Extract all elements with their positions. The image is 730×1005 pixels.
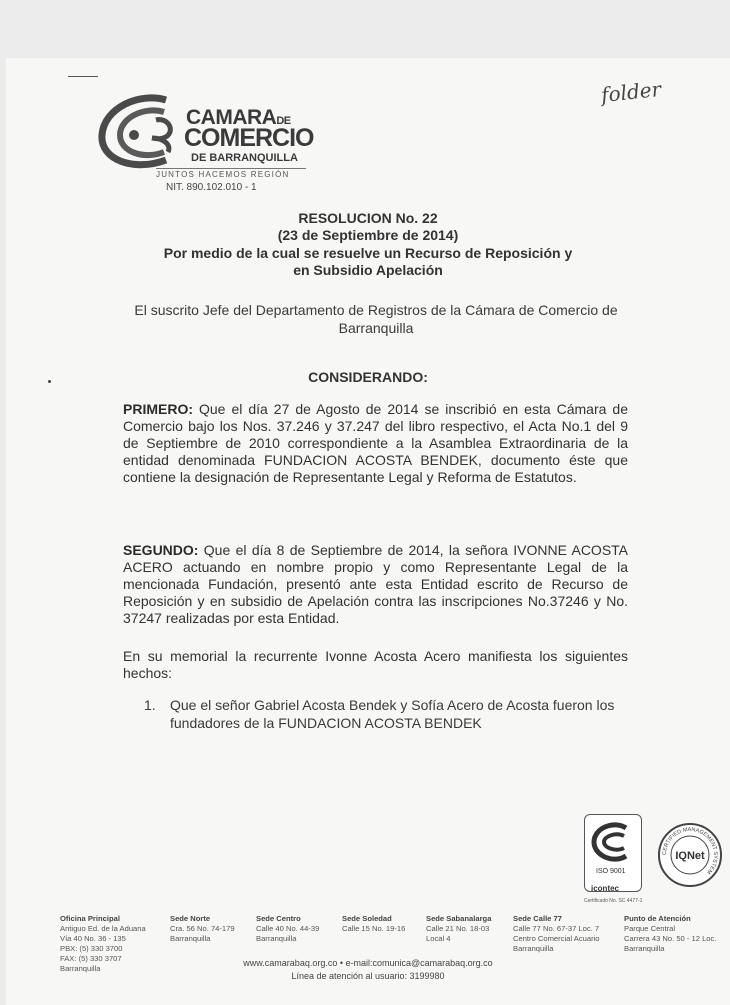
footer-website: www.camarabaq.org.co • e-mail:comunica@camarabaq.org.co [243,958,493,968]
scan-mark [68,76,98,77]
iso-swirl-icon [590,820,634,864]
list-item-text: Que el señor Gabriel Acosta Bendek y Sofía Acero de Acosta fueron los fundadores de la FUNDACION ACOSTA BENDEK [170,697,615,731]
certificate-number: Certificado No. SC 4477-1 [584,898,643,904]
resolution-date: (23 de Septiembre de 2014) [277,227,459,243]
iqnet-ring-text: CERTIFIED MANAGEMENT SYSTEM [661,826,719,875]
nit-number: NIT. 890.102.010 - 1 [166,182,257,193]
footer-office-sabanalarga: Sede Sabanalarga Calle 21 No. 18-03 Local 4 [426,914,492,943]
footer-office-punto-atencion: Punto de Atención Parque Central Carrera 43 No. 50 - 12 Loc. Barranquilla [624,914,717,953]
logo-text-city: DE BARRANQUILLA [191,152,298,164]
considerando-heading: CONSIDERANDO: [308,369,428,385]
resolution-subject: Por medio de la cual se resuelve un Recurso de Reposición y [163,245,573,261]
document-page [6,58,730,1005]
logo-divider [156,168,306,169]
handwritten-annotation: folder [599,76,663,108]
resolution-number: RESOLUCION No. 22 [298,210,438,226]
segundo-paragraph [123,542,628,627]
iqnet-label: IQNet [675,850,705,862]
icontec-label: icontec [591,884,620,893]
iqnet-badge-icon [657,822,723,888]
chamber-logo-icon [94,90,189,175]
iso-label: ISO 9001 [596,868,626,875]
list-item-number: 1. [144,697,156,713]
footer-hotline: Línea de atención al usuario: 3199980 [291,971,445,981]
logo-tagline: JUNTOS HACEMOS REGIÓN [156,170,290,179]
primero-label: PRIMERO: [123,401,193,417]
segundo-text: Que el día 8 de Septiembre de 2014, la señora IVONNE ACOSTA ACERO actuando en nombre propio y como Representante Legal de la mencionada Fundación, presentó ante esta Entidad escrito de Recurso de Reposición y en subsidio de Apelación contra las inscripciones No.37246 y No. 37247 realizadas por esta Entidad. [123,542,629,626]
footer-office-soledad: Sede Soledad Calle 15 No. 19-16 [342,914,406,933]
logo-text-camara: CAMARADE [186,106,291,129]
footer-office-norte: Sede Norte Cra. 56 No. 74-179 Barranquilla [170,914,235,943]
footer-office-principal: Oficina Principal Antiguo Ed. de la Aduana Vía 40 No. 36 - 135 PBX: (5) 330 3700 FAX: (5) 330 3707 Barranquilla [60,914,146,973]
logo-text-comercio: COMERCIO [184,124,314,152]
primero-paragraph [123,401,628,486]
footer-office-centro: Sede Centro Calle 40 No. 44-39 Barranquilla [256,914,320,943]
segundo-label: SEGUNDO: [123,542,199,558]
primero-text: Que el día 27 de Agosto de 2014 se inscribió en esta Cámara de Comercio bajo los Nos. 37.246 y 37.247 del libro respectivo, el Acta No.1 del 9 de Septiembre de 2010 correspondiente a la Asamblea Extraordinaria de la entidad denominada FUNDACION ACOSTA BENDEK, documento éste que contiene la designación de Representante Legal y Reforma de Estatutos. [123,401,628,485]
intro-paragraph: El suscrito Jefe del Departamento de Registros de la Cámara de Comercio de Barranquilla [134,302,618,336]
footer-office-calle77: Sede Calle 77 Calle 77 No. 67-37 Loc. 7 Centro Comercial Acuario Barranquilla [513,914,600,953]
memorial-paragraph: En su memorial la recurrente Ivonne Acosta Acero manifiesta los siguientes hechos: [123,648,628,681]
resolution-subject-cont: en Subsidio Apelación [293,262,443,278]
